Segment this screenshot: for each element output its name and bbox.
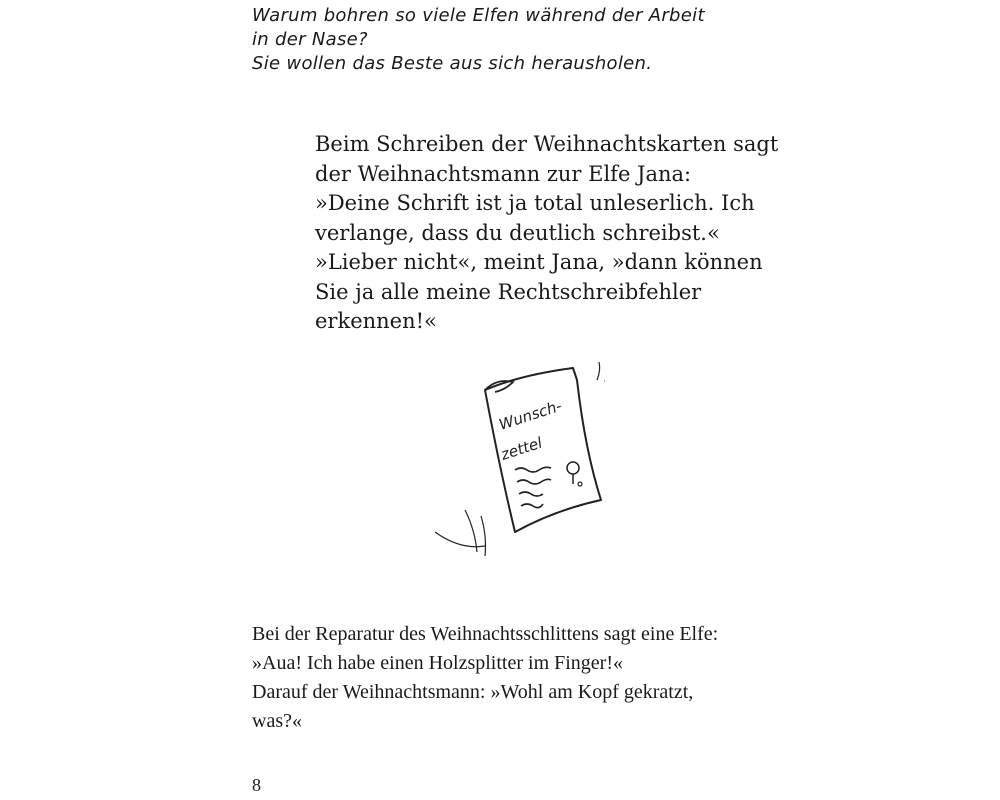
joke-line: Sie wollen das Beste aus sich herausholen. — [252, 53, 653, 74]
wish-list-drawing — [425, 360, 605, 560]
joke-line: Darauf der Weihnachtsmann: »Wohl am Kopf gekratzt, — [252, 681, 694, 703]
joke-line: der Weihnachtsmann zur Elfe Jana: — [315, 161, 692, 186]
joke-line: was?« — [252, 710, 302, 732]
page-number: 8 — [252, 775, 261, 795]
joke-line: verlange, dass du deutlich schreibst.« — [315, 220, 720, 245]
joke-line: Warum bohren so viele Elfen während der Arbeit — [252, 5, 705, 26]
joke-line: »Lieber nicht«, meint Jana, »dann können — [315, 250, 763, 274]
wish-list-illustration — [425, 360, 605, 565]
joke-sleigh-repair — [252, 620, 718, 736]
joke-line: »Deine Schrift ist ja total unleserlich. Ich — [315, 191, 755, 215]
joke-elves-nose — [252, 4, 705, 76]
joke-line: Sie ja alle meine Rechtschreibfehler — [315, 279, 702, 304]
joke-christmas-cards — [315, 130, 778, 337]
motion-line — [435, 532, 485, 547]
motion-line — [481, 516, 486, 556]
joke-line: in der Nase? — [252, 29, 368, 50]
wish-list-label-1: Wunsch- — [496, 396, 564, 434]
joke-line: erkennen!« — [315, 309, 437, 333]
wish-list-label-2: zettel — [498, 433, 545, 464]
motion-line — [597, 362, 600, 380]
joke-line: »Aua! Ich habe einen Holzsplitter im Finger!« — [252, 652, 623, 674]
joke-line: Bei der Reparatur des Weihnachtsschlittens sagt eine Elfe: — [252, 623, 719, 645]
joke-line: Beim Schreiben der Weihnachtskarten sagt — [315, 132, 779, 156]
